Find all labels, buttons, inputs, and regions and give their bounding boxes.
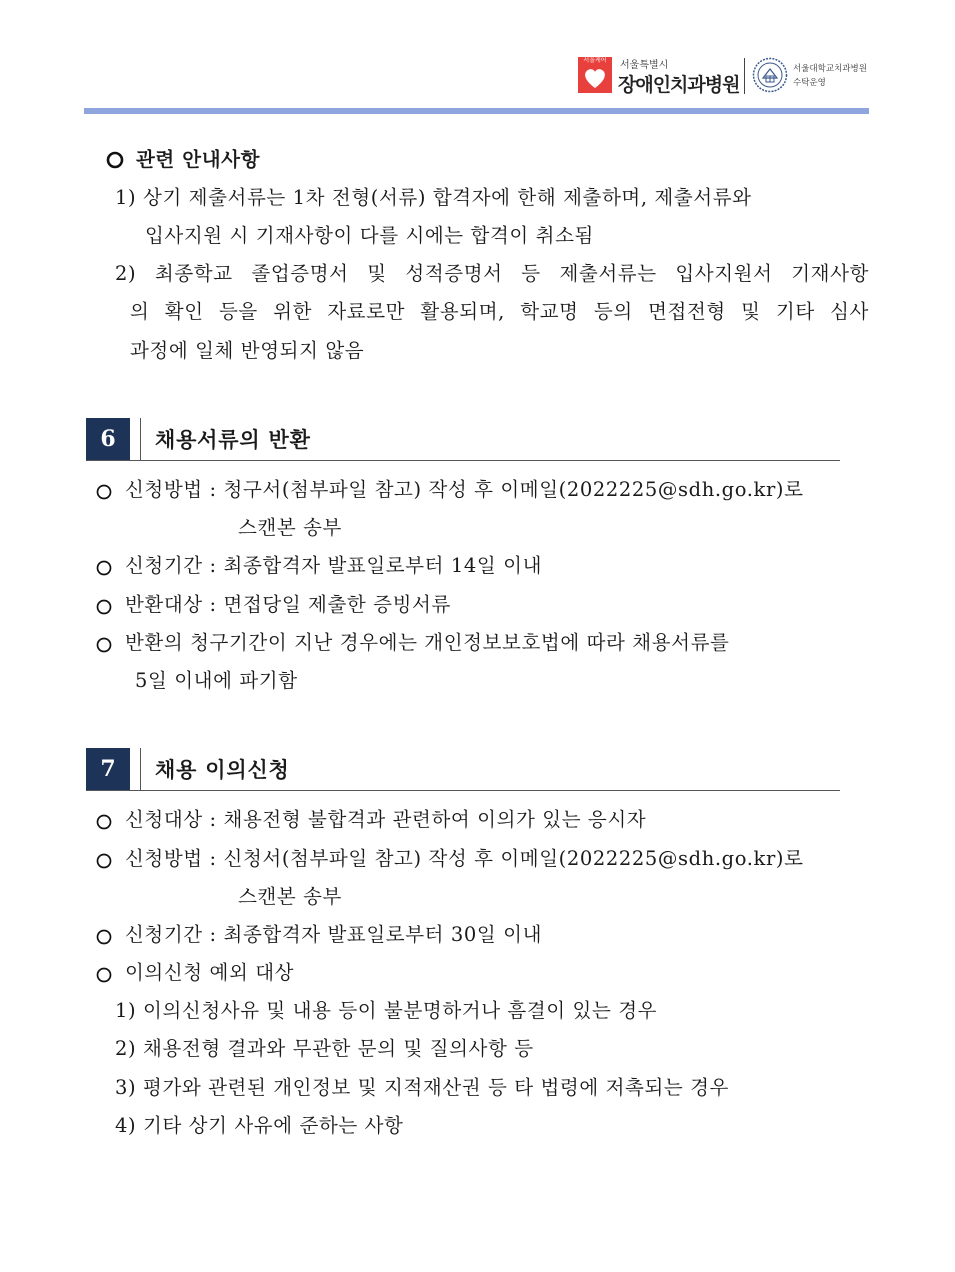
related-item-2-cont2: 과정에 일체 반영되지 않음 [130,339,365,362]
section-7-rule [86,790,840,791]
s6-apply-method: 신청방법 : 청구서(첨부파일 참고) 작성 후 이메일(2022225@sdh.go.kr)로 [125,478,804,501]
s6-apply-method-cont: 스캔본 송부 [238,516,342,539]
s7-exception-4: 4) 기타 상기 사유에 준하는 사항 [115,1114,404,1137]
s7-apply-method: 신청방법 : 신청서(첨부파일 참고) 작성 후 이메일(2022225@sdh.go.kr)로 [125,847,804,870]
partner-name: 서울대학교치과병원 [793,64,867,74]
s7-exceptions-title: 이의신청 예외 대상 [125,961,295,984]
circle-bullet-icon [95,559,113,577]
circle-bullet-icon [95,928,113,946]
related-item-2: 2) 최종학교 졸업증명서 및 성적증명서 등 제출서류는 입사지원서 기재사항 [115,262,869,285]
s6-return-target: 반환대상 : 면접당일 제출한 증빙서류 [125,593,451,616]
brand-city: 서울특별시 [620,60,669,71]
related-title: 관련 안내사항 [136,148,261,171]
section-6-rule [86,460,840,461]
s6-expiry-note: 반환의 청구기간이 지난 경우에는 개인정보보호법에 따라 채용서류를 [125,631,730,654]
circle-bullet-icon [95,483,113,501]
circle-bullet-icon [105,150,125,170]
circle-bullet-icon [95,852,113,870]
s7-exception-1: 1) 이의신청사유 및 내용 등이 불분명하거나 흠결이 있는 경우 [115,999,658,1022]
s7-exception-2: 2) 채용전형 결과와 무관한 문의 및 질의사항 등 [115,1037,534,1060]
university-seal-icon [752,57,788,93]
related-item-1-cont: 입사지원 시 기재사항이 다를 시에는 합격이 취소됨 [145,224,594,247]
circle-bullet-icon [95,813,113,831]
circle-bullet-icon [95,636,113,654]
logo-divider [744,58,745,94]
section-6-title: 채용서류의 반환 [155,427,311,452]
s7-apply-method-cont: 스캔본 송부 [238,885,342,908]
s6-apply-period: 신청기간 : 최종합격자 발표일로부터 14일 이내 [125,554,543,577]
section-6-number: 6 [86,418,130,460]
header-bar [84,108,869,114]
circle-bullet-icon [95,598,113,616]
section-7-title: 채용 이의신청 [155,757,290,782]
section-6-divider [140,418,141,460]
brand-tag: 서울케어 [578,57,612,65]
section-7-number: 7 [86,748,130,790]
s7-apply-period: 신청기간 : 최종합격자 발표일로부터 30일 이내 [125,923,543,946]
hospital-logo-icon [578,57,612,93]
partner-role: 수탁운영 [793,78,826,88]
s7-apply-target: 신청대상 : 채용전형 불합격과 관련하여 이의가 있는 응시자 [125,808,647,831]
s7-exception-3: 3) 평가와 관련된 개인정보 및 지적재산권 등 타 법령에 저촉되는 경우 [115,1076,729,1099]
related-item-2-cont: 의 확인 등을 위한 자료로만 활용되며, 학교명 등의 면접전형 및 기타 심사 [130,300,869,323]
related-item-1: 1) 상기 제출서류는 1차 전형(서류) 합격자에 한해 제출하며, 제출서류와 [115,186,752,209]
circle-bullet-icon [95,966,113,984]
section-7-divider [140,748,141,790]
s6-expiry-note-cont: 5일 이내에 파기함 [135,669,298,692]
brand-name: 장애인치과병원 [618,74,740,96]
